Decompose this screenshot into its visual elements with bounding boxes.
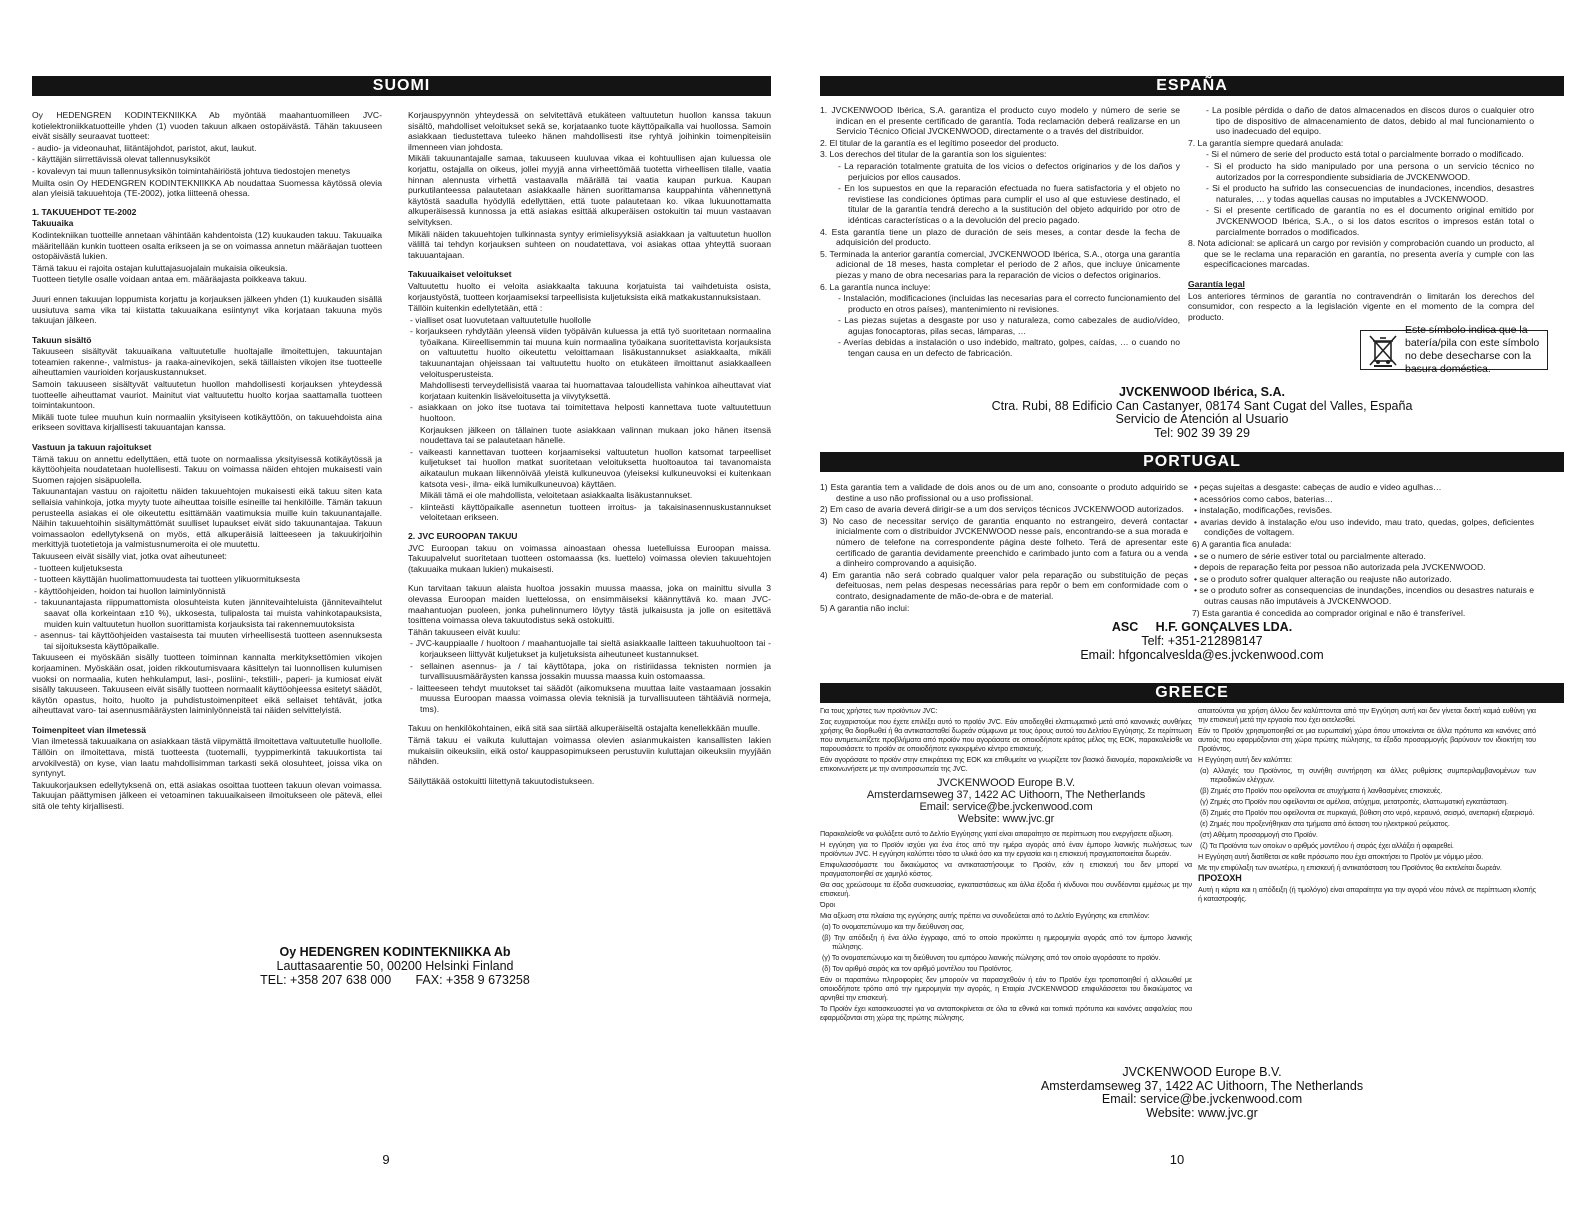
es-address: Ctra. Rubi, 88 Edificio Can Castanyer, 08174 Sant Cugat del Valles, España [991,398,1413,413]
gr-left-column: Για τους χρήστες των προϊόντων JVC: Σας ευχαριστούμε που έχετε επιλέξει αυτό το προϊόν JVC. Εάν αποδειχθεί ελαττωματικό μετά από κανονικές συνθήκες χρήσης θα διορθωθεί ή θα αντικατασταθεί δωρεάν σύμφωνα με τους όρους αυτού του Δελτίου Εγγύησης. Σε περίπτωση που αντιμετωπίζετε προβλήματα από προϊόν που αγοράσατε σε οποιοδήποτε κράτος μέλος της ΕΟΚ, παρακαλείσθε να παρουσιάσετε το προϊόν σε οποιοδήποτε εγκεκριμένο κέντρο επισκευής. Εάν αγοράσατε το προϊόν στην επικράτεια της ΕΟΚ και επιθυμείτε να γνωρίζετε τον βασικό διανομέα, παρακαλείσθε να επικοινωνήσετε με την αντιπροσωπεία της JVC. JVCKENWOOD Europe B.V. Amsterdamseweg 37, 1422 AC Uithoorn, The Netherlands Email: service@be.jvckenwood.com Website: www.jvc.gr Παρακαλείσθε να φυλάξετε αυτό το Δελτίο Εγγύησης γιατί είναι απαραίτητο σε περίπτωση που ενεργήσετε αξίωση. Η εγγύηση για το Προϊόν ισχύει για ένα έτος από την ημέρα αγοράς από έναν έμπορο λιανικής πωλήσεως των προϊόντων JVC. Η εγγύηση καλύπτει τόσο τα υλικά όσο και την εργασία και η επισκευή πραγματοποιείται δωρεάν. Επιφυλασσόμαστε του δικαιώματος να αντικαταστήσουμε το Προϊόν, εάν η επισκευή του δεν μπορεί να πραγματοποιηθεί σε χαμηλό κόστος. Θα σας χρεώσουμε τα έξοδα συσκευασίας, εγκαταστάσεως και άλλα έξοδα ή κίνδυνοι που συνδέονται εμμέσως με την επισκευή. Όροι Μια αξίωση στα πλαίσια της εγγύησης αυτής πρέπει να συνοδεύεται από το Δελτίο Εγγύησης και επιπλέον: (α) Το ονοματεπώνυμο και την διεύθυνση σας. (β) Την απόδειξη ή ένα άλλο έγγραφο, από το οποίο προκύπτει η ημερομηνία αγοράς από τον έμπορο λιανικής πώλησης. (γ) Το ονοματεπώνυμο και τη διεύθυνση του εμπόρου λιανικής πώλησης από τον οποίο αγοράσατε το προϊόν. (δ) Τον αριθμό σειράς και τον αριθμό μοντέλου του Προϊόντος. Εάν οι παραπάνω πληροφορίες δεν μπορούν να παρασχεθούν ή εάν το Προϊόν έχει τροποποιηθεί ή αλλοιωθεί με οποιοδήποτε τρόπο από την ημερομηνία την αγοράς, η Εταιρία JVCKENWOOD επιφυλάσσεται του δικαιώματος να αρνηθεί την επισκευή. Το Προϊόν έχει κατασκευαστεί για να ανταποκρίνεται σε όλα τα εθνικά και τοπικά πρότυπα και κανόνες ασφαλείας που εφαρμόζονται στη χώρα της πρώτης πώλησης. [820,706,1192,1022]
gr-address-block-2: JVCKENWOOD Europe B.V. Amsterdamseweg 37, 1422 AC Uithoorn, The Netherlands Email: service@be.jvckenwood.com Website: www.jvc.gr [1040,1065,1364,1120]
es-right-column: - La posible pérdida o daño de datos almacenados en discos duros o cualquier otro tipo de dispositivo de almacenamiento de datos, debido al mal funcionamiento o uso inadecuado del equipo. 7. La garantía siempre quedará anulada: - Si el número de serie del producto está total o parcialmente borrado o modificado. - Si el producto ha sido manipulado por una persona o un servicio técnico no autorizados por la correspondiente subsidiaria de JVCKENWOOD. - Si el producto ha sufrido las consecuencias de inundaciones, incendios, desastres naturales, … y todas aquellas causas no imputables a JVCKENWOOD. - Si el presente certificado de garantía no es el documento original emitido por JVCKENWOOD Ibérica, S.A., o si los datos escritos o impresos están total o parcialmente borrados o modificados. 8. Nota adicional: se aplicará un cargo por revisión y comprobación cuando un producto, al que se le reclama una reparación en garantía, no presenta avería y cumple con las especificaciones marcadas. Garantía legal Los anteriores términos de garantía no contravendrán o limitarán los derechos del consumidor, con respecto a la legislación vigente en el momento de la compra del producto. [1188,105,1534,322]
battery-notice-text: Este símbolo indica que la batería/pila con este símbolo no debe desecharse con la basura doméstica. [1405,324,1540,375]
battery-disposal-notice [1360,324,1548,375]
crossed-bin-icon [1365,332,1401,368]
page-10 [792,0,1584,1224]
fi-address: Lauttasaarentie 50, 00200 Helsinki Finland [276,959,514,973]
pt-left-column: 1) Esta garantia tem a validade de dois anos ou de um ano, consoante o produto adquirido se destine a uso não profissional ou a uso profissional. 2) Em caso de avaria deverá dirigir-se a um dos serviços técnicos JVCKENWOOD autorizados. 3) No caso de necessitar serviço de garantia enquanto no estrangeiro, deverá contactar inicialmente com o distribuidor JVCKENWOOD nesse país, encontrando-se a sua morada e número de telefone na correspondente página deste folheto. Terá de apresentar este certificado de garantia devidamente preenchido e carimbado junto com a fatura ou a venda a dinheiro comprovando a aquisição. 4) Em garantia não será cobrado qualquer valor pela reparação ou substituição de peças defeituosas, nem pelas despesas necessárias para repôr o bem em conformidade com o contrato, designadamente de mão-de-obra e de material. 5) A garantia não inclui: [820,482,1188,613]
suomi-header: SUOMI [32,76,771,96]
page-number-9: 9 [382,1152,390,1167]
es-left-column: 1. JVCKENWOOD Ibérica, S.A. garantiza el producto cuyo modelo y número de serie se indican en el presente certificado de garantía. Toda reclamación deberá realizarse en un Servicio Técnico Oficial JVCKENWOOD, directamente o a través del distribuidor. 2. El titular de la garantía es el legítimo poseedor del producto. 3. Los derechos del titular de la garantía son los siguientes: - La reparación totalmente gratuita de los vicios o defectos originarios y de los daños y perjuicios por ellos causados. - En los supuestos en que la reparación efectuada no fuera satisfactoria y el objeto no revistiese las condiciones óptimas para cumplir el uso al que estuviese destinado, el titular de la garantía tendrá derecho a la sustitución del objeto adquirido por otro de idénticas características o a la devolución del precio pagado. 4. Esta garantía tiene un plazo de duración de seis meses, a contar desde la fecha de adquisición del producto. 5. Terminada la anterior garantía comercial, JVCKENWOOD Ibérica, S.A., otorga una garantía adicional de 18 meses, hasta completar el periodo de 2 años, que incluye únicamente piezas y mano de obra necesarias para la reparación de vicios o defectos originarios. 6. La garantía nunca incluye: - Instalación, modificaciones (incluidas las necesarias para el correcto funcionamiento del producto en otros países), mantenimiento ni revisiones. - Las piezas sujetas a desgaste por uso y naturaleza, como cabezales de audio/vídeo, agujas fonocaptoras, pilas secas, lámparas, … - Averías debidas a instalación o uso indebido, maltrato, golpes, caídas, … o cuando no tengan causa en un defecto de fabricación. [820,105,1180,359]
pt-company-name: ASC H.F. GONÇALVES LDA. [1111,620,1293,634]
es-phone: Tel: 902 39 39 29 [1154,425,1250,440]
fi-contact-block [220,945,570,987]
gr-right-column: απαιτούνται για χρήση άλλου δεν καλύπτονται από την Εγγύηση αυτή και δεν γίνεται δεκτή καμιά ευθύνη για την επισκευή μετά την εργασία που έχει εκτελεσθεί. Εάν το Προϊόν χρησιμοποιηθεί σε μια ευρωπαϊκή χώρα όπου υποκείνται σε άλλα πρότυπα και κανόνες από αυτούς που εφαρμόζονται στη χώρα πρώτης πώλησης, τα έξοδα προσαρμογής βαρύνουν τον ιδιοκτήτη του Προϊόντος. Η Εγγύηση αυτή δεν καλύπτει: (α) Αλλαγές του Προϊόντος, τη συνήθη συντήρηση και άλλες ρυθμίσεις συμπεριλαμβανομένων των περιοδικών ελέγχων. (β) Ζημιές στο Προϊόν που οφείλονται σε ατυχήματα ή λανθασμένες επισκευές. (γ) Ζημιές στο Προϊόν που οφείλονται σε αμέλεια, ατύχημα, μετατροπές, ελαττωματική εγκατάσταση. (δ) Ζημιές στο Προϊόν που οφείλονται σε πυρκαγιά, βύθιση στο νερό, κεραυνό, σεισμό, ανεπαρκή εξαερισμό. (ε) Ζημιές που προξενήθηκαν στα τμήματα από έκταση του ηλεκτρικού ρεύματος. (στ) Αθέμιτη προσαρμογή στο Προϊόν. (ζ) Τα Προϊόντα των οποίων ο αριθμός μοντέλου ή σειράς έχει αλλάξει ή αφαιρεθεί. Η Εγγύηση αυτή διατίθεται σε καθε πρόσωπο που έχει αποκτήσει το Προϊόν με νόμιμο μέσο. Με την επιφύλαξη των ανωτέρω, η επισκευή ή αντικατάσταση του Προϊόντος θα εκτελείται δωρεάν. ΠΡΟΣΟΧΗ Αυτή η κάρτα και η απόδειξη (ή τιμολόγιο) είναι απαραίτητα για την αγορά νέου πάνελ σε περίπτωση κλοπής ή καταστροφής. [1198,706,1536,903]
gr-address-block-1: JVCKENWOOD Europe B.V. Amsterdamseweg 37, 1422 AC Uithoorn, The Netherlands Email: service@be.jvckenwood.com Website: www.jvc.gr [866,777,1146,825]
pt-phone: Telf: +351-212898147 [1141,634,1263,648]
fi-right-column: Korjauspyynnön yhteydessä on selvitettävä etukäteen valtuutetun huollon kanssa takuun sisältö, mahdolliset veloitukset sekä se, korjataanko tuote käyttöpaikalla vai huollossa. Samoin asiakkaan tiedustettava tuleeko hänen mahdollisesti itse ryhtyä joihinkin toimenpiteisiin ilmenneen vian johdosta. Mikäli takuunantajalle samaa, takuuseen kuuluvaa vikaa ei kohtuullisen ajan kuluessa ole korjattu, ostajalla on oikeus, jollei myyjä anna virheettömää tuotetta virheellisen tilalle, vaatia hinnan alennusta virhettä vastaavalla määrällä tai vaatia kaupan purkua. Kaupan purkutilanteessa palautetaan asiakkaalle hänen suorittamansa kauppahinta vähennettynä käytöstä saadulla hyödyllä edellyttäen, että tuote palautetaan ko. vikaa lukuunottamatta alkuperäisessä kunnossa ja että asiakas esittää alkuperäisen ostokuitin tai muun vastaavan selvityksen. Mikäli näiden takuuehtojen tulkinnasta syntyy erimielisyyksiä asiakkaan ja valtuutetun huollon välillä tai tehdyn korjauksen suhteen on noudatettava, voi asiakas ottaa yhteyttä suoraan takuuantajaan. Takuuaikaiset veloitukset Valtuutettu huolto ei veloita asiakkaalta takuuna korjatuista tai vaihdetuista osista, korjaustyöstä, tuotteen korjaamiseksi tarpeellisista kuljetuksista eikä matkakustannuksistaan. Tällöin kuitenkin edellytetään, että : - vialliset osat luovutetaan valtuutetulle huollolle - korjaukseen ryhdytään yleensä viiden työpäivän kuluessa ja että työ suoritetaan normaalina työaikana. Kiireellisemmin tai muuna kuin normaalina työaikana suoritettavista korjauksista on valtuutettu huolto oikeutettu veloittamaan lisäkustannukset asiakkaalta, mikäli takuunantajan ohjeissaan tai valtuutettu huolto on etukäteen ilmoittanut asiakkaalleen veloitusperusteista. Mahdollisesti terveydellisistä vaaraa tai huomattavaa taloudellista vahinkoa aiheuttavat viat korjataan kuitenkin lisäveloitusetta ja viivytyksettä. - asiakkaan on joko itse tuotava tai toimitettava helposti kannettava tuote valtuutettuun huoltoon. Korjauksen jälkeen on tällainen tuote asiakkaan valinnan mukaan joko hänen itsensä noudettava tai se palautetaan hänelle. - vaikeasti kannettavan tuotteen korjaamiseksi valtuutetun huollon katsomat tarpeelliset kuljetukset tai huollon matkat suoritetaan veloituksetta huoltoautoa tai tavanomaista aikataulun mukaan liikennöivää yleistä kulkuneuvoa (yleiseksi kulkuneuvoksi ei kuitenkaan katsota vesi-, ilma- eikä lumikulkuneuvoa) käyttäen. Mikäli tämä ei ole mahdollista, veloitetaan asiakkaalta lisäkustannukset. - kiinteästi käyttöpaikalle asennetun tuotteen irroitus- ja takaisinasennuskustannukset veloitetaan erikseen. 2. JVC EUROOPAN TAKUU JVC Euroopan takuu on voimassa ainoastaan ohessa luetelluissa Euroopan maissa. Takuupalvelut suoritetaan tuotteen ostomaassa (ks. luettelo) voimassa olevien takuuehtojen (takuuaika mukaan lukien) mukaisesti. Kun tarvitaan takuun alaista huoltoa jossakin muussa maassa, joka on mainittu sivulla 3 olevassa Euroopan maiden luettelossa, on ensimmäiseksi käännyttävä ko. maan JVC-maahantuojan puoleen, jonka puhelinnumero löytyy tästä julkaisusta ja jolle on esitettävä tosittena voimassa oleva takuutodistus sekä ostokuitti. Tähän takuuseen eivät kuulu: - JVC-kauppiaalle / huoltoon / maahantuojalle tai sieltä asiakkaalle laitteen takuuhuoltoon tai - korjaukseen liittyvät kuljetukset ja kuljetuksista aiheutuneet kustannukset. - sellainen asennus- ja / tai käyttötapa, joka on ristiriidassa teknisten normien ja turvallisuusmääräysten kanssa jossakin muussa maassa kuin ostomaassa. - laitteeseen tehdyt muutokset tai säädöt (aikomuksena muuttaa laite vastaamaan jossakin muussa Euroopan maassa voimassa olevia teknisiä ja turvallisuuteen tähtääviä normeja, tms). Takuu on henkilökohtainen, eikä sitä saa siirtää alkuperäiseltä ostajalta kenellekkään muulle. Tämä takuu ei vaikuta kuluttajan voimassa olevien asianmukaisten kansallisten lakien mukaisiin oikeuksiin, eikä osto/ kauppasopimukseen perustuviin kuluttajan oikeuksiin myyjään nähden. Säilyttäkää ostokuitti liitettynä takuutodistukseen. [408,110,771,786]
pt-email: Email: hfgoncalveslda@es.jvckenwood.com [1080,648,1324,662]
portugal-header: PORTUGAL [820,452,1564,472]
pt-contact-block [892,620,1512,662]
page-number-10: 10 [1169,1152,1185,1167]
fi-phone-fax: TEL: +358 207 638 000 FAX: +358 9 673258 [260,973,530,987]
fi-company-name: Oy HEDENGREN KODINTEKNIIKKA Ab [279,945,511,959]
es-service: Servicio de Atención al Usuario [1115,412,1289,426]
espana-header: ESPAÑA [820,76,1564,96]
greece-header: GREECE [820,683,1564,703]
es-company-name: JVCKENWOOD Ibérica, S.A. [1118,385,1285,399]
fi-left-column: Oy HEDENGREN KODINTEKNIIKKA Ab myöntää maahantuomilleen JVC-kotielektroniikkatuotteille yhden (1) vuoden takuun alkaen ostopäivästä. Tähän takuuseen eivät sisälly seuraavat tuotteet: - audio- ja videonauhat, liitäntäjohdot, paristot, akut, laukut. - käyttäjän siirrettävissä olevat tallennusyksiköt - kovalevyn tai muun tallennusyksikön toimintahäiriöstä johtuva tiedostojen menetys Muilta osin Oy HEDENGREN KODINTEKNIIKKA Ab noudattaa Suomessa käytössä olevia alan yleisiä takuuehtoja (TE-2002), jotka liitteenä ohessa. 1. TAKUUEHDOT TE-2002 Takuuaika Kodintekniikan tuotteille annetaan vähintään kahdentoista (12) kuukauden takuu. Takuuaika määritellään kunkin tuotteen osalta erikseen ja se on voimassa annetun määräajan tuotteen ostopäivästä lukien. Tämä takuu ei rajoita ostajan kuluttajasuojalain mukaisia oikeuksia. Tuotteen tietylle osalle voidaan antaa em. määräajasta poikkeava takuu. Juuri ennen takuujan loppumista korjattu ja korjauksen jälkeen yhden (1) kuukauden sisällä uusiutuva sama vika tai kiistatta takuuaikana esiintynyt vika korjataan takuuna myös takuujan jälkeen. Takuun sisältö Takuuseen sisältyvät takuuaikana valtuutetulle huoltajalle ilmoitettujen, takuuntajan toteamien rakenne-, valmistus- ja raaka-ainevikojen, sekä täillaisten vikojen itse tuotteelle aiheuttamien vaurioiden korjauskustannukset. Samoin takuuseen sisältyvät valtuutetun huollon mahdollisesti korjauksen yhteydessä tuotteelle aiheuttamat vauriot. Mainitut viat valtuutettu huolto korjaa saattamalla tuotteen toimintakuntoon. Mikäli tuote tulee muuhun kuin normaaliin yksityiseen kotikäyttöön, on takuuehdoista aina erikseen sovittava kirjallisesti takuuantajan kanssa. Vastuun ja takuun rajoitukset Tämä takuu on annettu edellyttäen, että tuote on normaalissa yksityisessä kotikäytössä ja käyttöohjeita noudatetaan huolellisesti. Takuu on voimassa näiden ehtojen mukaisesti vain Suomen rajojen sisäpuolella. Takuunantajan vastuu on rajoitettu näiden takuuehtojen mukaisesti eikä takuu siten kata sellaisia vahinkoja, jotka myyty tuote aiheuttaa toisille esineille tai henkilöille. Tämän takuun perusteella asiakas ei ole oikeutettu esittämään vaatimuksia muille kuin takuunantajalle. Näihin takuuehtoihin sisältymättömät suulliset lupaukset eivät sido takuunantajaa. Takuun voimassaolon edellytyksenä on myös, että alkuperäisiä laitteeseen ja takuukirjoihin merkittyjä tuotetietoja ja valmistusnumeroita ei ole muutettu. Takuuseen eivät sisälly viat, jotka ovat aiheutuneet: - tuotteen kuljetuksesta - tuotteen käyttäjän huolimattomuudesta tai tuotteen ylikuormituksesta - käyttöohjeiden, hoidon tai huollon laiminlyönnistä - takuunantajasta riippumattomista olosuhteista kuten jännitevaihteluista (jännitevaihtelut saavat olla korkeintaan ±10 %), ukkosesta, tulipalosta tai muista vahinkotapauksista, muiden kuin valtuutetun huollon suorittamista korjauksista tai rakennemuutoksista - asennus- tai käyttöohjeiden vastaisesta tai muuten virheellisestä tuotteen asennuksesta tai sijoituksesta käyttöpaikalle. Takuuseen ei myöskään sisälly tuotteen toiminnan kannalta merkityksettömien vikojen korjaaminen. Myöskään osat, joiden rikkoutumisvaara käsittelyn tai luonnollisen kulumisen vuoksi on normaalia, kuten hehkulamput, lasi-, posliini-, tekstiili-, paperi- ja kumiosat eivät sisälly takuuseen. Takuuseen eivät sisälly tuotteen normaalit käyttöohjeessa esitetyt säädöt, käytön opastus, hoito, huolto ja puhdistustoimenpiteet eikä sellaiset tehtävät, jotka aiheuttavat varo- tai asennusmääräysten laiminlyönneistä tai näiden selvittelyistä. Toimenpiteet vian ilmetessä Vian ilmetessä takuuaikana on asiakkaan tästä viipymättä ilmoitettava valtuutetulle huollolle. Tällöin on ilmoitettava, mistä tuotteesta (tuotemalli, tyyppimerkintä takuukortista tai arvokilvestä) on kyse, vian laatu mahdollisimman tarkasti sekä olosuhteet, joissa vika on syntynyt. Takuukorjauksen edellytyksenä on, että asiakas osoittaa tuotteen takuun olevan voimassa. Takuujan päättymisen jälkeen ei vetoaminen takuuaikaiseen ilmoitukseen ole pätevä, ellei sitä ole tehty kirjallisesti. [32,110,382,812]
es-contact-block [892,386,1512,440]
pt-right-column: • peças sujeitas a desgaste: cabeças de audio e video agulhas… • acessórios como cabos, baterias… • instalação, modificações, revisões. • avarias devido à instalação e/ou uso indevido, mau trato, quedas, golpes, deficientes condições de voltagem. 6) A garantia fica anulada: • se o numero de série estiver total ou parcialmente alterado. • depois de reparação feita por pessoa não autorizada pela JVCKENWOOD. • se o produto sofrer qualquer alteração ou reajuste não autorizado. • se o produto sofrer as consequencias de inundações, incendios ou desastres naturais e outras causas não imputáveis à JVCKENWOOD. 7) Esta garantia é concedida ao comprador original e não é transferível. [1192,482,1534,618]
